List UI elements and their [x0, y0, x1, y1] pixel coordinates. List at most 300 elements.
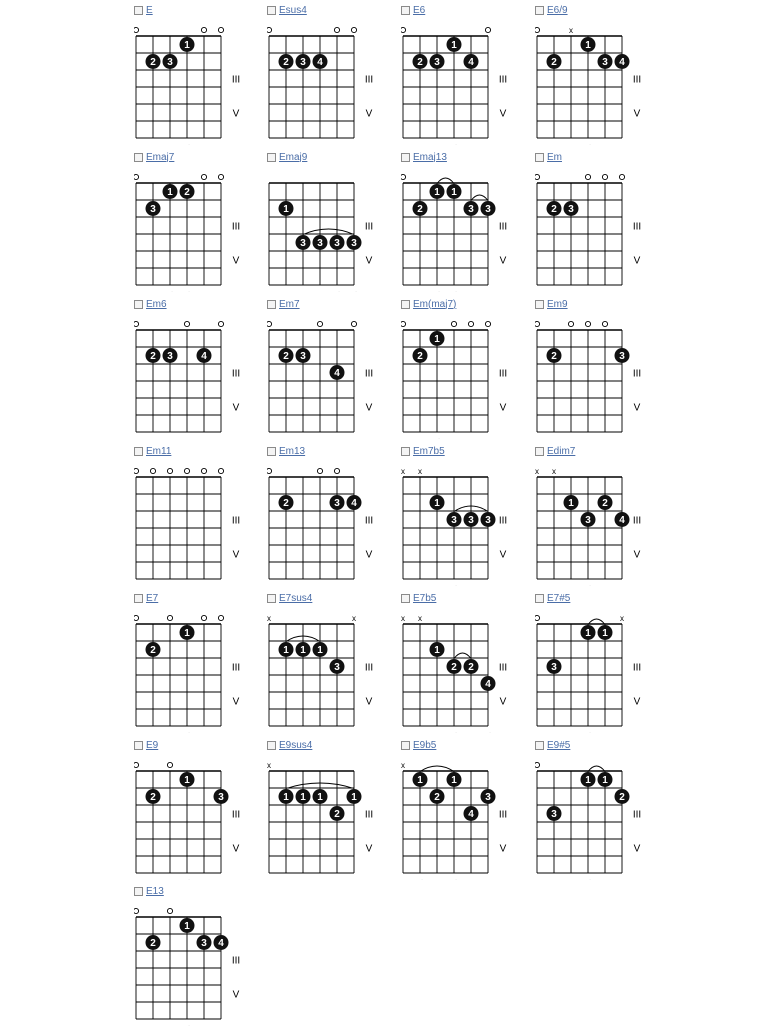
note-name	[448, 879, 459, 880]
fret-position-label: III	[632, 221, 642, 233]
finger-number: 3	[619, 351, 625, 362]
fret-position-label: III	[498, 74, 508, 86]
fret-position-label: V	[499, 402, 507, 414]
open-string-icon	[317, 321, 322, 326]
open-string-icon	[351, 321, 356, 326]
note-name	[150, 732, 157, 733]
finger-number: 2	[150, 792, 156, 803]
finger-number: 3	[585, 515, 591, 526]
note-name	[567, 438, 574, 439]
chord-name-link[interactable]: E7#5	[547, 592, 571, 604]
fret-position-label: V	[365, 108, 373, 120]
note-name	[467, 585, 474, 586]
chord-em13	[267, 444, 417, 589]
note-name	[333, 879, 340, 880]
checkbox-icon[interactable]	[134, 741, 143, 750]
note-name	[550, 879, 557, 880]
finger-number: 3	[317, 238, 323, 249]
fret-position-label: V	[499, 108, 507, 120]
finger-number: 2	[150, 645, 156, 656]
note-name	[482, 291, 494, 292]
finger-number: 3	[434, 57, 440, 68]
note-name	[448, 291, 459, 292]
checkbox-icon[interactable]	[267, 741, 276, 750]
checkbox-icon[interactable]	[134, 887, 143, 896]
finger-number: 3	[300, 238, 306, 249]
checkbox-icon[interactable]	[267, 594, 276, 603]
chord-header[interactable]	[401, 591, 436, 605]
muted-string-icon: x	[401, 467, 405, 476]
finger-number: 3	[150, 204, 156, 215]
note-name	[201, 732, 208, 733]
fret-position-label: V	[365, 402, 373, 414]
chord-name-link[interactable]: E13	[146, 885, 164, 897]
note-name	[616, 438, 628, 439]
chord-name-link[interactable]: Em6	[146, 298, 167, 310]
note-name	[198, 438, 211, 439]
finger-number: 4	[485, 679, 491, 690]
open-string-icon	[535, 615, 540, 620]
fret-position-label: V	[365, 843, 373, 855]
note-name	[434, 585, 441, 586]
checkbox-icon[interactable]	[535, 300, 544, 309]
open-string-icon	[535, 174, 540, 179]
finger-number: 2	[150, 351, 156, 362]
chord-diagram	[535, 605, 659, 733]
finger-number: 1	[585, 775, 591, 786]
chord-name-link[interactable]: Em11	[146, 445, 172, 457]
chord-em-maj7-	[401, 297, 551, 442]
note-name	[218, 732, 225, 733]
note-name	[601, 732, 608, 733]
chord-header[interactable]	[535, 591, 570, 605]
note-name	[467, 879, 474, 880]
chord-diagram	[535, 164, 659, 292]
chord-header[interactable]	[134, 884, 164, 898]
chord-diagram	[267, 752, 391, 880]
finger-number: 2	[551, 57, 557, 68]
open-string-icon	[317, 468, 322, 473]
chord-name-link[interactable]: E9#5	[547, 739, 571, 751]
chord-header[interactable]	[267, 591, 312, 605]
chord-header[interactable]	[535, 297, 568, 311]
note-name	[482, 732, 493, 733]
finger-number: 1	[283, 204, 289, 215]
note-name	[535, 144, 541, 145]
chord-header[interactable]	[401, 150, 447, 164]
note-name	[150, 585, 157, 586]
fret-position-label: V	[633, 402, 641, 414]
chord-diagram	[267, 311, 391, 439]
finger-number: 3	[300, 57, 306, 68]
fret-position-label: III	[498, 221, 508, 233]
checkbox-icon[interactable]	[267, 153, 276, 162]
chord-em6	[134, 297, 284, 442]
finger-number: 1	[434, 498, 440, 509]
open-string-icon	[619, 174, 624, 179]
note-name	[599, 585, 612, 586]
finger-number: 1	[434, 187, 440, 198]
note-name	[465, 144, 478, 145]
finger-number: 3	[167, 351, 173, 362]
fret-position-label: V	[232, 696, 240, 708]
note-name	[300, 732, 307, 733]
checkbox-icon[interactable]	[401, 153, 410, 162]
finger-number: 4	[468, 57, 474, 68]
note-name	[431, 438, 442, 439]
fret-position-label: III	[231, 221, 241, 233]
open-string-icon	[267, 321, 272, 326]
note-name	[316, 585, 324, 586]
chord-header[interactable]	[134, 738, 158, 752]
muted-string-icon: x	[267, 614, 271, 623]
finger-number: 1	[451, 187, 457, 198]
chord-header[interactable]	[401, 444, 445, 458]
finger-number: 4	[334, 368, 340, 379]
finger-number: 3	[334, 498, 340, 509]
note-name	[167, 144, 174, 145]
checkbox-icon[interactable]	[134, 6, 143, 15]
finger-number: 3	[201, 938, 207, 949]
muted-string-icon: x	[418, 614, 422, 623]
finger-number: 3	[602, 57, 608, 68]
muted-string-icon: x	[401, 761, 405, 770]
finger-number: 4	[619, 515, 625, 526]
chord-header[interactable]	[134, 591, 158, 605]
note-name	[300, 879, 307, 880]
note-name	[134, 291, 140, 292]
chord-e9	[134, 738, 284, 883]
chord-diagram	[401, 311, 525, 439]
chord-name-link[interactable]: Edim7	[547, 445, 576, 457]
finger-number: 3	[300, 351, 306, 362]
chord-header[interactable]	[267, 297, 300, 311]
open-string-icon	[401, 174, 406, 179]
chord-name-link[interactable]: Em9	[547, 298, 568, 310]
fret-position-label: III	[364, 74, 374, 86]
note-name	[348, 291, 359, 292]
finger-number: 1	[451, 40, 457, 51]
chord-header[interactable]	[535, 444, 575, 458]
finger-number: 1	[184, 921, 190, 932]
note-name	[183, 438, 191, 439]
chord-diagram	[535, 752, 659, 880]
open-string-icon	[401, 27, 406, 32]
fret-position-label: III	[364, 221, 374, 233]
fret-position-label: III	[498, 809, 508, 821]
note-name	[567, 732, 574, 733]
finger-number: 2	[184, 187, 190, 198]
open-string-icon	[602, 321, 607, 326]
chord-header[interactable]	[535, 738, 570, 752]
chord-name-link[interactable]: E6/9	[547, 4, 568, 16]
note-name	[535, 879, 541, 880]
finger-number: 2	[551, 351, 557, 362]
chord-diagram	[401, 752, 525, 880]
note-name	[267, 291, 273, 292]
note-name	[218, 585, 225, 586]
note-name	[434, 879, 441, 880]
finger-number: 4	[317, 57, 323, 68]
chord-header[interactable]	[134, 297, 167, 311]
chord-header[interactable]	[267, 3, 307, 17]
fret-position-label: III	[231, 662, 241, 674]
checkbox-icon[interactable]	[535, 594, 544, 603]
open-string-icon	[468, 321, 473, 326]
chord-name-link[interactable]: Em7	[279, 298, 300, 310]
note-name	[484, 585, 492, 586]
open-string-icon	[351, 27, 356, 32]
note-name	[568, 585, 575, 586]
open-string-icon	[201, 27, 206, 32]
chord-name-link[interactable]: E9b5	[413, 739, 437, 751]
note-name	[584, 438, 592, 439]
note-name	[134, 585, 140, 586]
chord-name-link[interactable]: Emaj7	[146, 151, 175, 163]
fret-position-label: V	[232, 108, 240, 120]
note-name	[267, 144, 273, 145]
finger-number: 3	[485, 792, 491, 803]
note-name	[485, 438, 492, 439]
fret-position-label: V	[633, 696, 641, 708]
chord-name-link[interactable]: Em7b5	[413, 445, 445, 457]
open-string-icon	[602, 174, 607, 179]
chord-e7b5	[401, 591, 551, 736]
finger-number: 2	[417, 204, 423, 215]
open-string-icon	[218, 321, 223, 326]
open-string-icon	[184, 321, 189, 326]
note-name	[201, 585, 208, 586]
finger-number: 3	[485, 515, 491, 526]
checkbox-icon[interactable]	[401, 6, 410, 15]
fret-position-label: V	[499, 843, 507, 855]
open-string-icon	[150, 468, 155, 473]
chord-header[interactable]	[134, 444, 171, 458]
open-string-icon	[218, 468, 223, 473]
open-string-icon	[218, 27, 223, 32]
checkbox-icon[interactable]	[535, 6, 544, 15]
chord-name-link[interactable]: E7sus4	[279, 592, 313, 604]
note-name	[401, 144, 407, 145]
note-name	[166, 585, 173, 586]
finger-number: 4	[218, 938, 224, 949]
note-name	[166, 732, 173, 733]
note-name	[434, 144, 441, 145]
note-name	[300, 438, 307, 439]
note-name	[316, 438, 324, 439]
note-name	[134, 732, 140, 733]
note-name	[181, 732, 192, 733]
chord-name-link[interactable]: Emaj9	[279, 151, 308, 163]
finger-number: 3	[334, 238, 340, 249]
chord-header[interactable]	[267, 444, 305, 458]
note-name	[582, 732, 593, 733]
muted-string-icon: x	[535, 467, 539, 476]
chord-name-link[interactable]: E9	[146, 739, 159, 751]
note-name	[535, 291, 541, 292]
chord-name-link[interactable]: Em(maj7)	[413, 298, 457, 310]
open-string-icon	[535, 27, 540, 32]
checkbox-icon[interactable]	[401, 594, 410, 603]
note-name	[348, 879, 360, 880]
note-name	[619, 291, 626, 292]
note-name	[450, 438, 458, 439]
checkbox-icon[interactable]	[401, 447, 410, 456]
note-name	[134, 879, 140, 880]
chord-header[interactable]	[401, 297, 456, 311]
checkbox-icon[interactable]	[267, 6, 276, 15]
open-string-icon	[267, 468, 272, 473]
finger-number: 2	[150, 938, 156, 949]
finger-number: 1	[417, 775, 423, 786]
fret-position-label: V	[365, 696, 373, 708]
finger-number: 3	[218, 792, 224, 803]
fret-position-label: V	[365, 255, 373, 267]
note-name	[467, 732, 474, 733]
chord-e9sus4	[267, 738, 417, 883]
note-name	[448, 732, 459, 733]
fret-position-label: III	[632, 74, 642, 86]
open-string-icon	[134, 174, 139, 179]
open-string-icon	[334, 27, 339, 32]
chord-name-link[interactable]: Em	[547, 151, 562, 163]
chord-header[interactable]	[535, 150, 562, 164]
note-name	[134, 438, 140, 439]
fret-position-label: III	[632, 662, 642, 674]
chord-em7b5	[401, 444, 551, 589]
chord-name-link[interactable]: E6	[413, 4, 426, 16]
chord-e9b5	[401, 738, 551, 883]
open-string-icon	[535, 762, 540, 767]
chord-diagram	[134, 605, 258, 733]
chord-e6-9	[535, 3, 685, 148]
checkbox-icon[interactable]	[535, 741, 544, 750]
note-name	[599, 144, 612, 145]
chord-name-link[interactable]: Em13	[279, 445, 306, 457]
chord-name-link[interactable]: Emaj13	[413, 151, 447, 163]
chord-diagram	[267, 605, 391, 733]
checkbox-icon[interactable]	[535, 447, 544, 456]
chord-header[interactable]	[401, 3, 425, 17]
open-string-icon	[134, 468, 139, 473]
chord-header[interactable]	[401, 738, 436, 752]
open-string-icon	[167, 762, 172, 767]
note-name	[218, 438, 225, 439]
open-string-icon	[535, 321, 540, 326]
chord-name-link[interactable]: E7b5	[413, 592, 437, 604]
checkbox-icon[interactable]	[267, 300, 276, 309]
note-name	[417, 438, 424, 439]
chord-header[interactable]	[267, 150, 307, 164]
note-name	[351, 438, 358, 439]
finger-number: 1	[585, 40, 591, 51]
checkbox-icon[interactable]	[401, 741, 410, 750]
note-name	[448, 144, 459, 145]
fret-position-label: III	[632, 809, 642, 821]
note-name	[198, 1025, 211, 1026]
checkbox-icon[interactable]	[134, 153, 143, 162]
chord-name-link[interactable]: Esus4	[279, 4, 307, 16]
checkbox-icon[interactable]	[134, 300, 143, 309]
chord-diagram	[134, 458, 258, 586]
note-name	[283, 438, 290, 439]
note-name	[201, 144, 208, 145]
chord-name-link[interactable]: E7	[146, 592, 159, 604]
checkbox-icon[interactable]	[535, 153, 544, 162]
fret-position-label: V	[232, 549, 240, 561]
finger-number: 1	[585, 628, 591, 639]
open-string-icon	[167, 615, 172, 620]
finger-number: 3	[568, 204, 574, 215]
chord-header[interactable]	[267, 738, 312, 752]
finger-number: 4	[468, 809, 474, 820]
note-name	[351, 144, 358, 145]
muted-string-icon: x	[352, 614, 356, 623]
chord-header[interactable]	[134, 3, 153, 17]
finger-number: 2	[434, 792, 440, 803]
finger-number: 2	[334, 809, 340, 820]
note-name	[201, 879, 208, 880]
note-name	[215, 879, 227, 880]
note-name	[283, 732, 290, 733]
note-name	[150, 1025, 157, 1026]
chord-em11	[134, 444, 284, 589]
chord-header[interactable]	[535, 3, 568, 17]
note-name	[551, 438, 558, 439]
fret-position-label: V	[232, 989, 240, 1001]
chord-diagram	[267, 458, 391, 586]
chord-diagram	[401, 17, 525, 145]
checkbox-icon[interactable]	[134, 594, 143, 603]
finger-number: 1	[434, 645, 440, 656]
chord-name-link[interactable]: E	[146, 4, 153, 16]
checkbox-icon[interactable]	[134, 447, 143, 456]
note-name	[616, 144, 628, 145]
finger-number: 1	[283, 645, 289, 656]
finger-number: 3	[468, 204, 474, 215]
finger-number: 2	[551, 204, 557, 215]
note-name	[267, 585, 273, 586]
chord-diagram	[535, 17, 659, 145]
note-name	[283, 144, 290, 145]
note-name	[348, 585, 360, 586]
checkbox-icon[interactable]	[267, 447, 276, 456]
chord-header[interactable]	[134, 150, 174, 164]
note-name	[201, 291, 208, 292]
finger-number: 2	[283, 498, 289, 509]
finger-number: 1	[317, 645, 323, 656]
note-name	[431, 291, 442, 292]
finger-number: 3	[551, 662, 557, 673]
open-string-icon	[134, 908, 139, 913]
note-name	[582, 879, 593, 880]
fret-position-label: III	[364, 809, 374, 821]
chord-diagram	[267, 17, 391, 145]
chord-e	[134, 3, 284, 148]
finger-number: 1	[300, 792, 306, 803]
fret-position-label: III	[364, 368, 374, 380]
open-string-icon	[184, 468, 189, 473]
note-name	[150, 438, 157, 439]
note-name	[333, 438, 340, 439]
fret-position-label: V	[232, 843, 240, 855]
note-name	[602, 438, 609, 439]
checkbox-icon[interactable]	[401, 300, 410, 309]
open-string-icon	[218, 174, 223, 179]
chord-diagram	[535, 311, 659, 439]
chord-name-link[interactable]: E9sus4	[279, 739, 313, 751]
finger-number: 2	[150, 57, 156, 68]
